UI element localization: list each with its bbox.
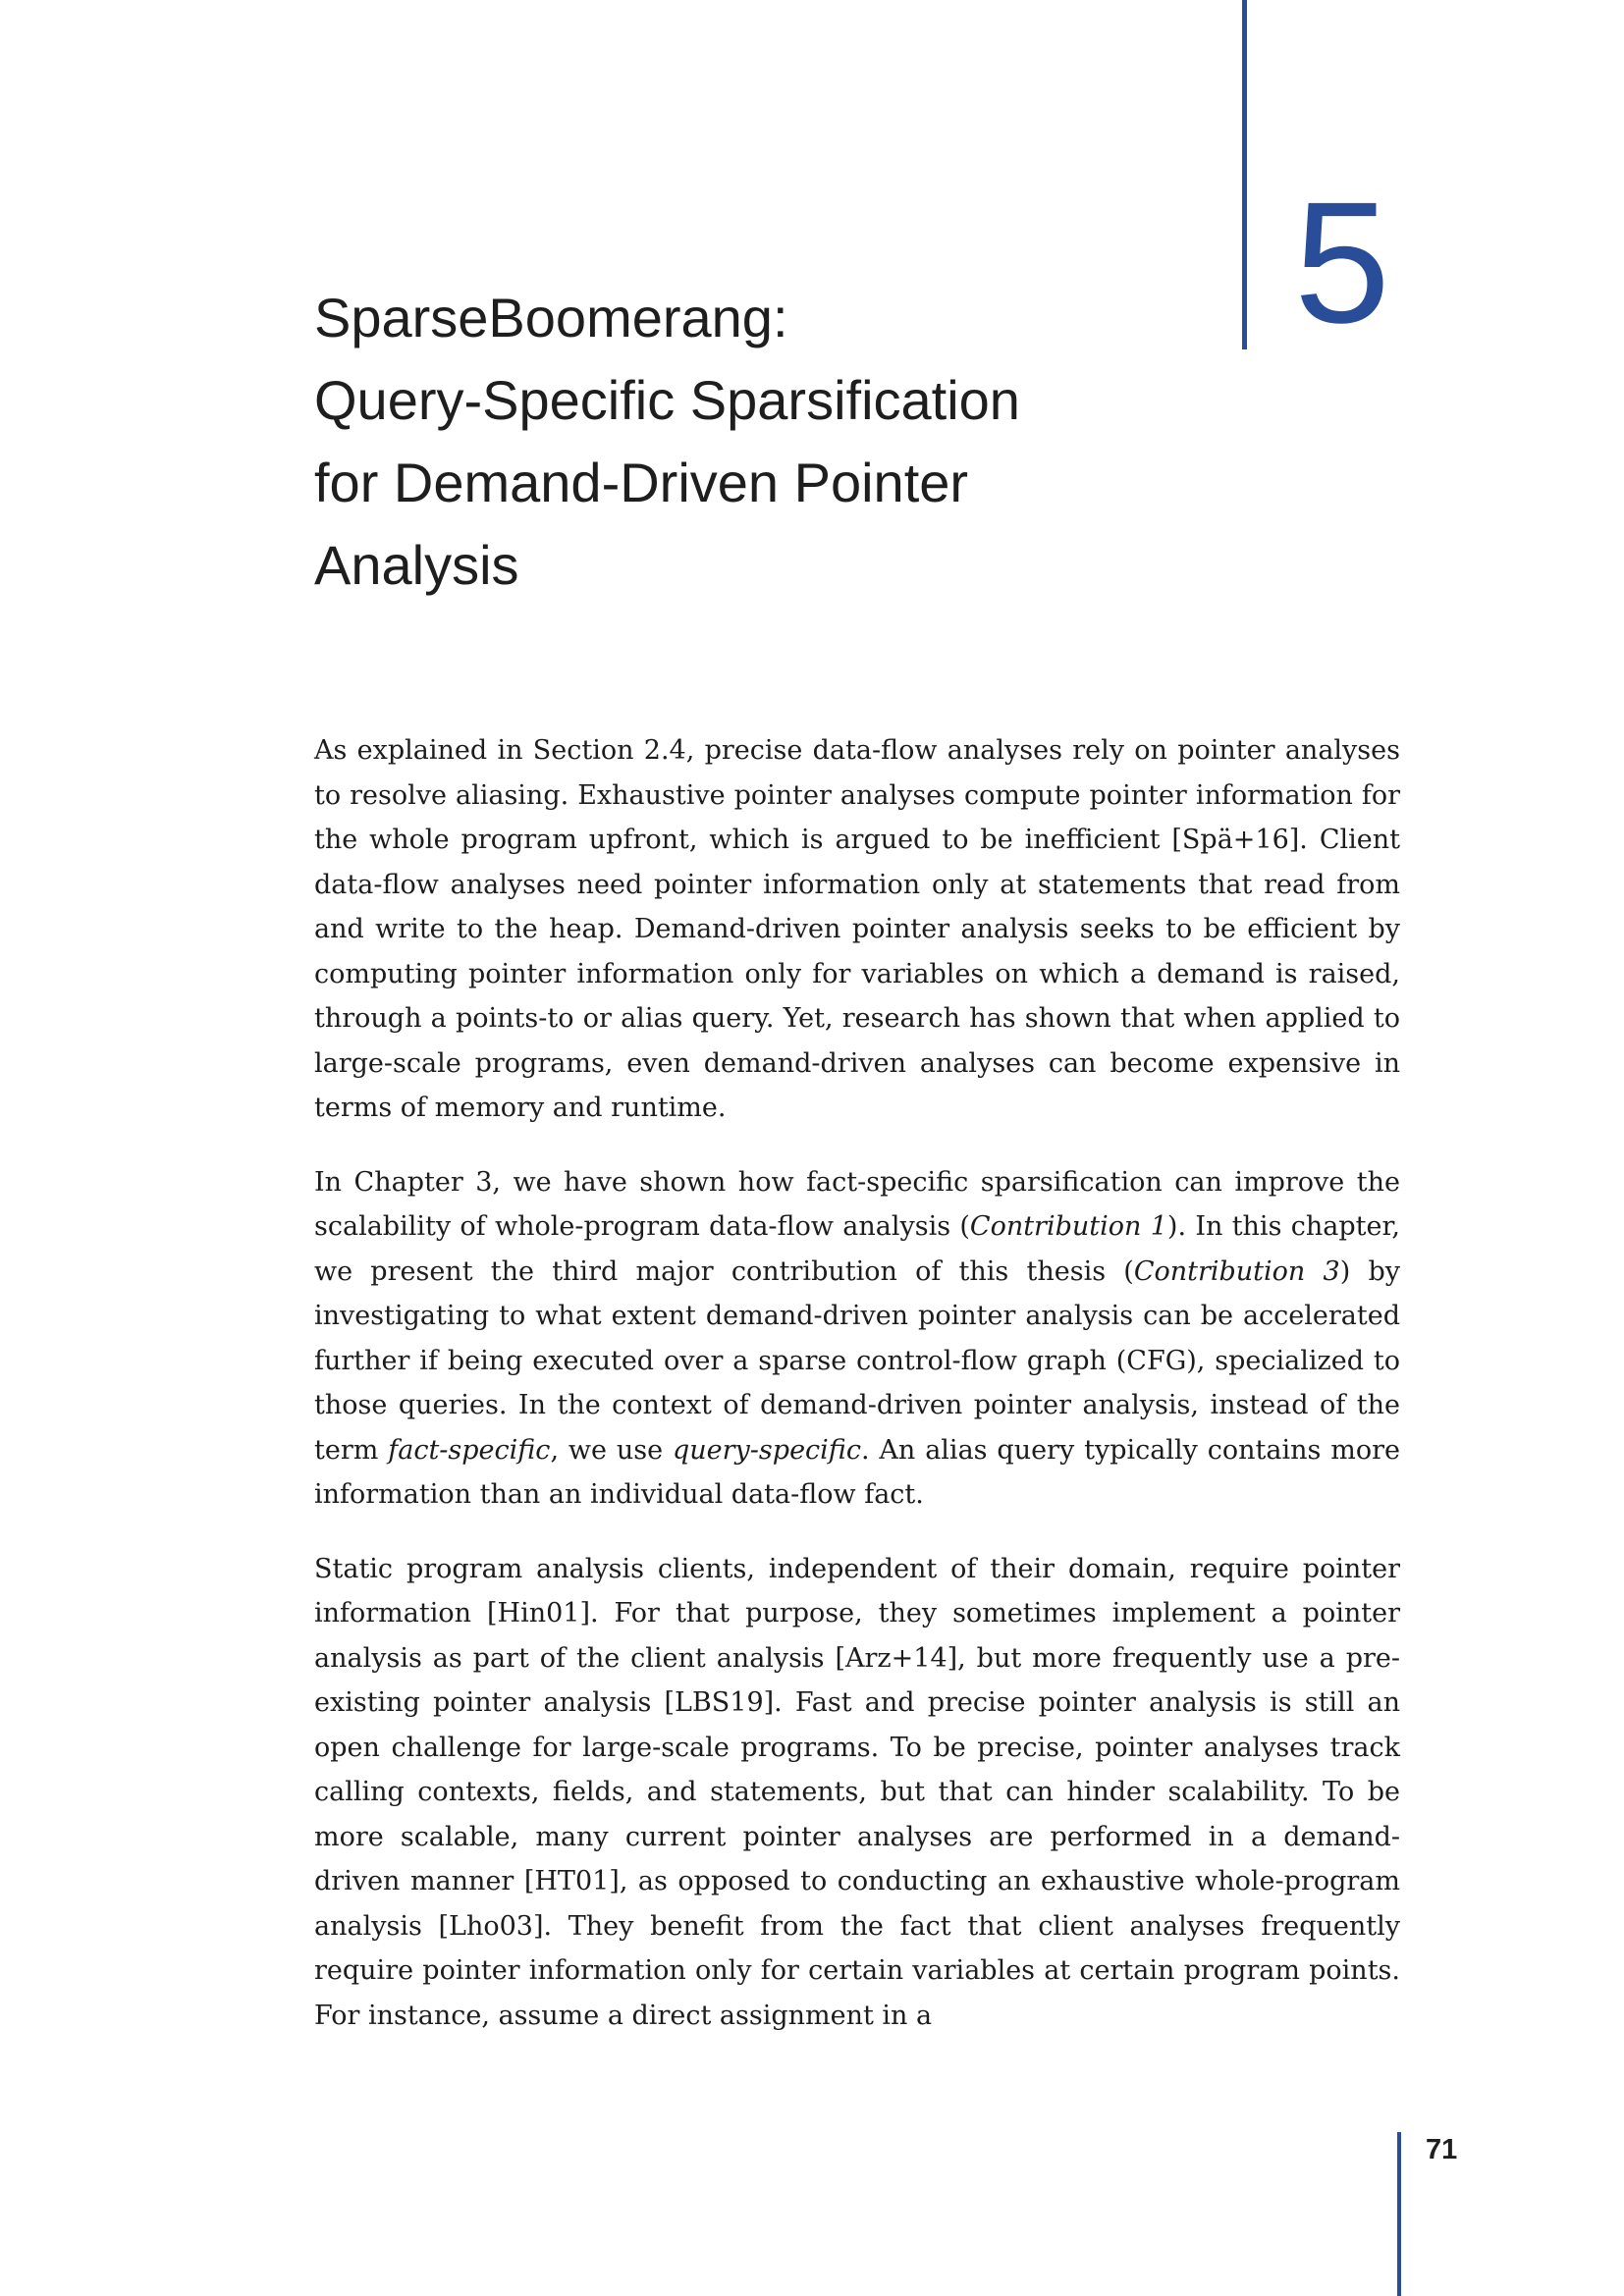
paragraph-3: Static program analysis clients, independent of their domain, require pointer information [Hin01]. For that purpose, they sometimes implement a pointer analysis as part of the client analysis [Arz+14], but more frequently use a pre-existing pointer analysis [LBS19]. Fast and precise pointer analysis is still an open challenge for large-scale programs. To be precise, pointer analyses track calling contexts, fields, and statements, but that can hinder scalability. To be more scalable, many current pointer analyses are performed in a demand-driven manner [HT01], as opposed to conducting an exhaustive whole-program analysis [Lho03]. They benefit from the fact that client analyses frequently require pointer information only for certain variables at certain program points. For instance, assume a direct assignment in a xyxy=(314,1553,1400,2031)
paragraph-2-italic: query-specific xyxy=(673,1434,861,1466)
page-number: 71 xyxy=(1426,2134,1458,2165)
paragraph-2-italic: Contribution 3 xyxy=(1133,1255,1340,1287)
paragraph-2-text: In Chapter 3, we have shown how fact-specific sparsification can improve the scalability of whole-program data-flow analysis ( xyxy=(314,1166,1400,1242)
chapter-number: 5 xyxy=(1294,167,1390,359)
paragraph-1: As explained in Section 2.4, precise data-flow analyses rely on pointer analyses to resolve aliasing. Exhaustive pointer analyses compute pointer information for the whole program upfront, which is argued to be inefficient [Spä+16]. Client data-flow analyses need pointer information only at statements that read from and write to the heap. Demand-driven pointer analysis seeks to be efficient by computing pointer information only for variables on which a demand is raised, through a points-to or alias query. Yet, research has shown that when applied to large-scale programs, even demand-driven analyses can become expensive in terms of memory and runtime. xyxy=(314,735,1400,1123)
chapter-title-line: Query-Specific Sparsification xyxy=(314,369,1020,431)
paragraph-2-italic: fact-specific xyxy=(388,1434,551,1466)
chapter-title xyxy=(314,277,1198,607)
paragraph-2-text: . An alias query typically contains more information than an individual data-flow fact. xyxy=(314,1434,1400,1510)
chapter-title-line: Analysis xyxy=(314,534,519,596)
chapter-accent-rule xyxy=(1242,0,1247,349)
page-number-rule xyxy=(1397,2132,1401,2296)
paragraph-2-text: ). In this chapter, we present the third major contribution of this thesis ( xyxy=(314,1211,1400,1287)
chapter-title-line: SparseBoomerang: xyxy=(314,287,788,348)
body-text xyxy=(314,728,1400,2067)
paragraph-2-text: ) by investigating to what extent demand-driven pointer analysis can be accelerated further if being executed over a sparse control-flow graph (CFG), specialized to those queries. In the context of demand-driven pointer analysis, instead of the term xyxy=(314,1255,1400,1466)
paragraph-2-text: , we use xyxy=(550,1434,673,1466)
chapter-title-line: for Demand-Driven Pointer xyxy=(314,452,969,513)
paragraph-2 xyxy=(314,1160,1400,1518)
paragraph-2-italic: Contribution 1 xyxy=(969,1211,1167,1242)
